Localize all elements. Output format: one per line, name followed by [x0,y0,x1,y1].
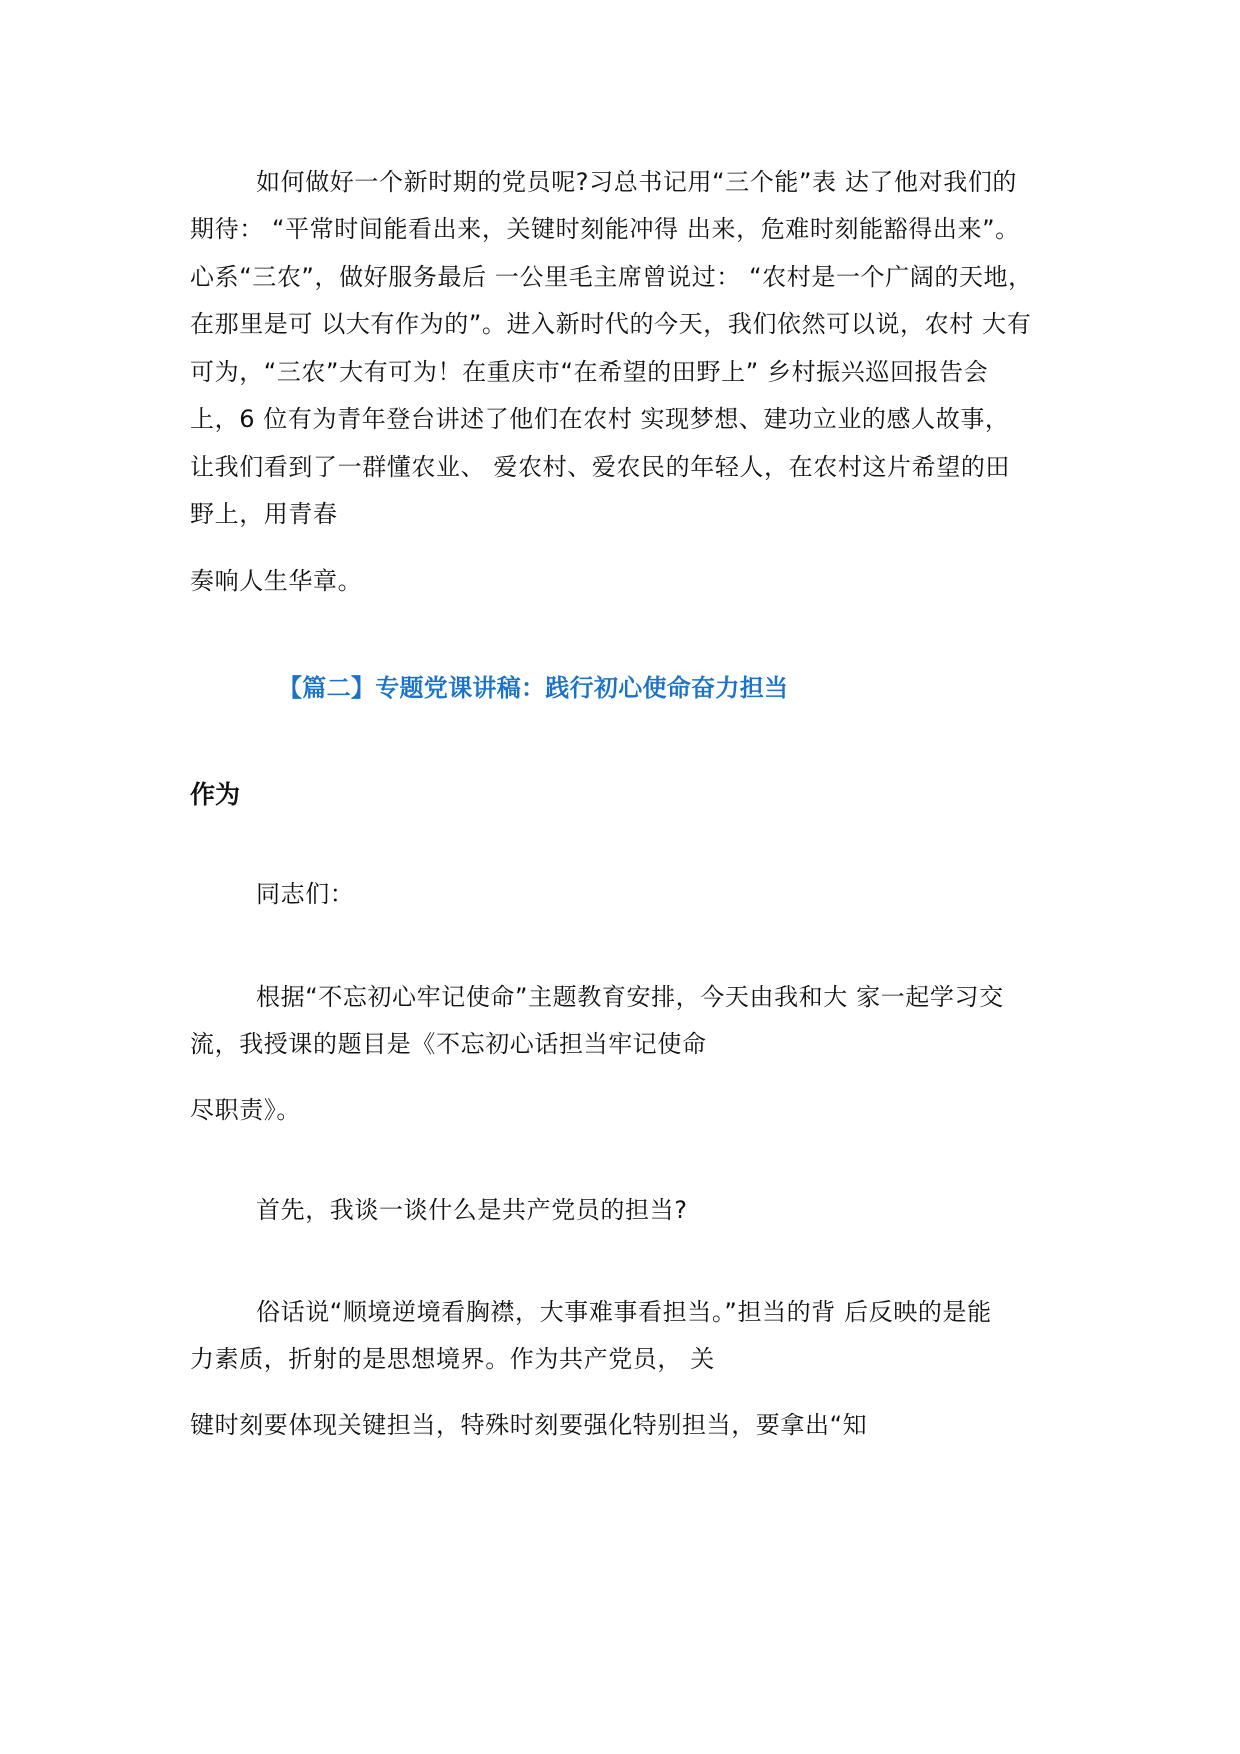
paragraph-4-tail: 键时刻要体现关键担当，特殊时刻要强化特别担当，要拿出“知 [190,1411,868,1439]
paragraph-2-tail: 尽职责》。 [190,1096,301,1124]
paragraph-1-line-1: 如何做好一个新时期的党员呢?习总书记用“三个能”表 达了他对我们的 [256,168,1018,196]
greeting: 同志们： [256,880,355,908]
paragraph-3: 首先，我谈一谈什么是共产党员的担当? [256,1196,688,1224]
paragraph-4-line-2: 力素质，折射的是思想境界。作为共产党员， 关 [190,1345,715,1373]
paragraph-1-line-3: 心系“三农”，做好服务最后 一公里毛主席曾说过： “农村是一个广阔的天地， [190,263,1033,291]
section-subheading: 作为 [190,780,241,809]
paragraph-1-line-4: 在那里是可 以大有作为的”。进入新时代的今天，我们依然可以说，农村 大有 [190,310,1032,338]
paragraph-2-line-2: 流，我授课的题目是《不忘初心话担当牢记使命 [190,1030,707,1058]
paragraph-2-line-1: 根据“不忘初心牢记使命”主题教育安排，今天由我和大 家一起学习交 [256,983,1004,1011]
paragraph-1-line-8: 野上，用青春 [190,500,338,528]
paragraph-1-line-5: 可为，“三农”大有可为！在重庆市“在希望的田野上” 乡村振兴巡回报告会 [190,358,989,386]
paragraph-4-line-1: 俗话说“顺境逆境看胸襟，大事难事看担当。”担当的背 后反映的是能 [256,1298,992,1326]
section-heading: 【篇二】专题党课讲稿：践行初心使命奋力担当 [278,674,789,702]
paragraph-1-line-7: 让我们看到了一群懂农业、 爱农村、爱农民的年轻人，在农村这片希望的田 [190,453,1011,481]
paragraph-1-tail: 奏响人生华章。 [190,567,363,595]
paragraph-1-line-2: 期待： “平常时间能看出来，关键时刻能冲得 出来，危难时刻能豁得出来”。 [190,215,1020,243]
paragraph-1-line-6: 上，6 位有为青年登台讲述了他们在农村 实现梦想、建功立业的感人故事， [190,405,1010,433]
